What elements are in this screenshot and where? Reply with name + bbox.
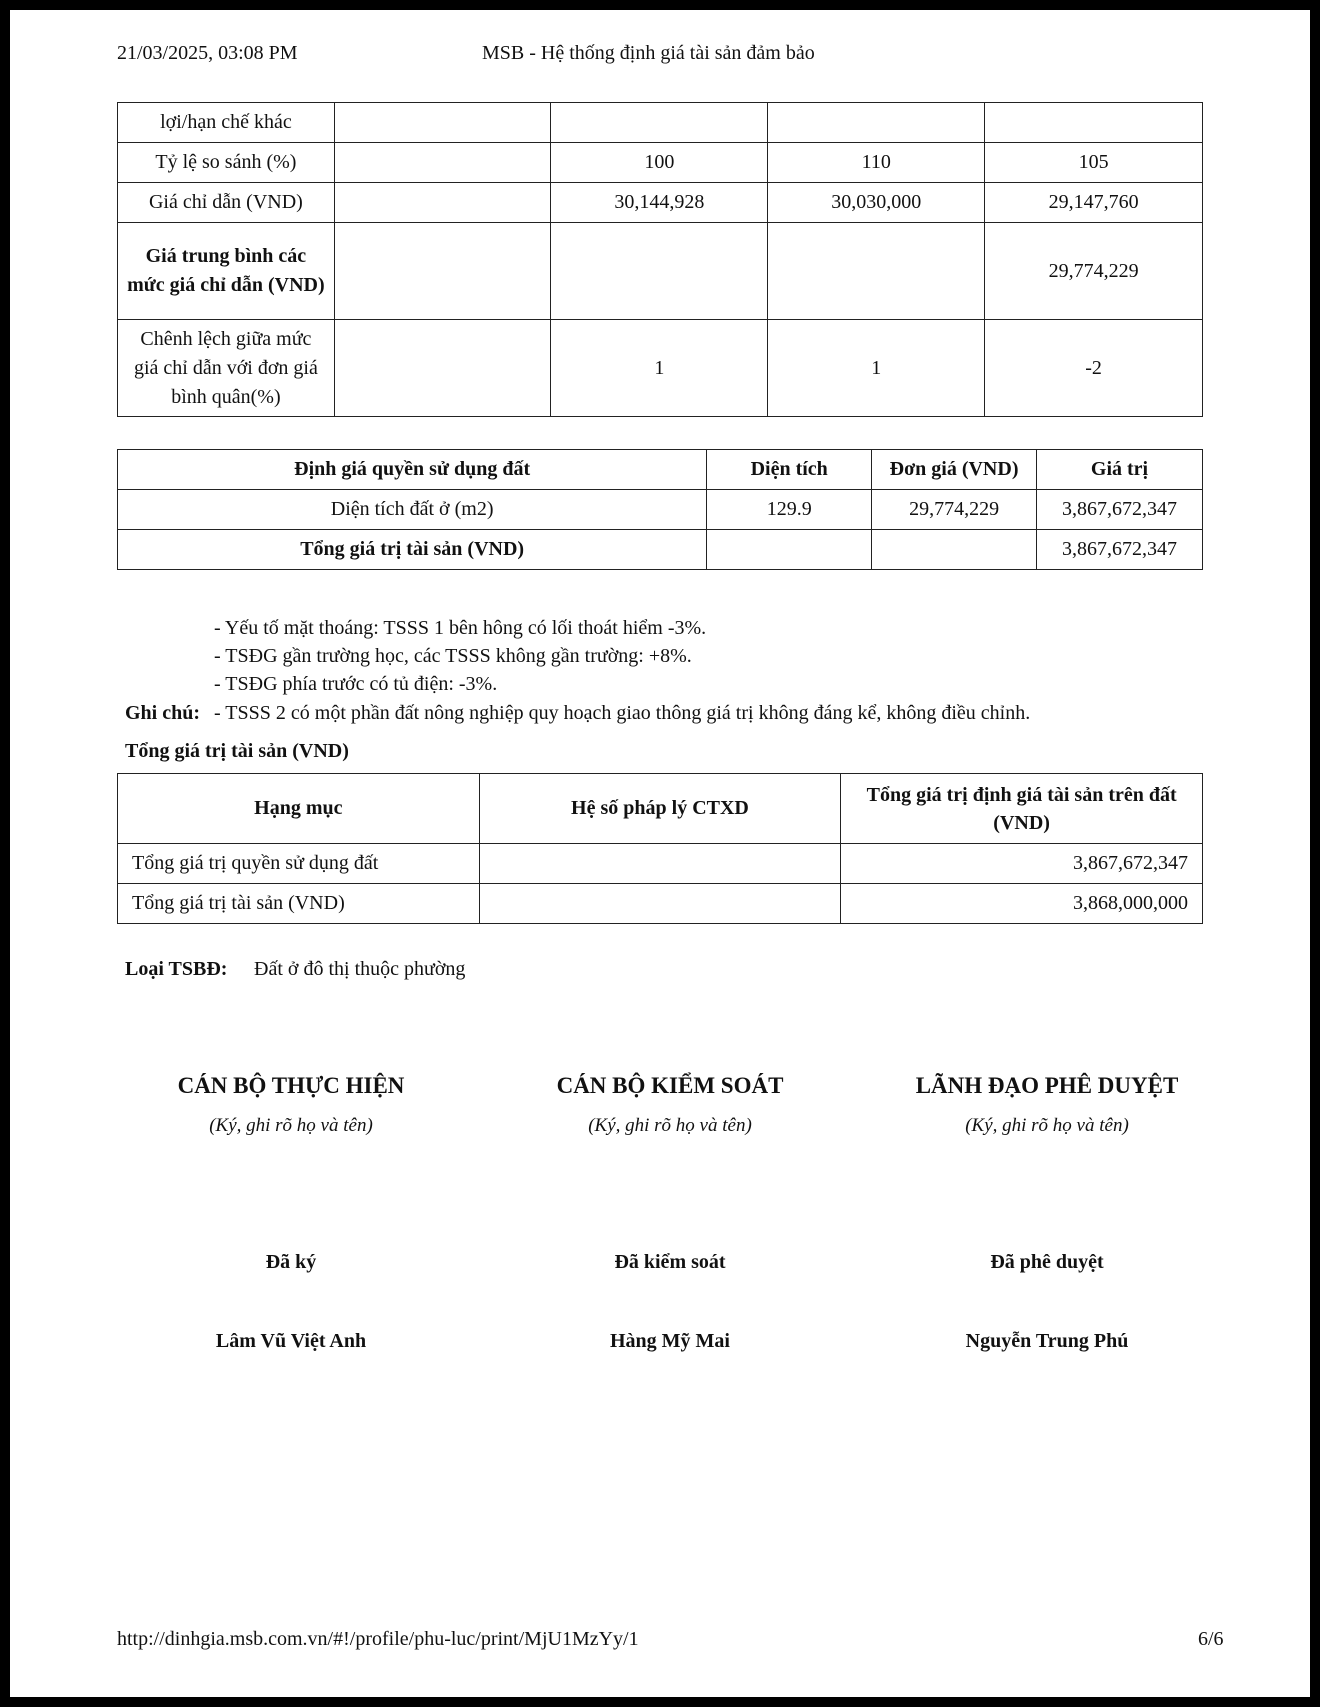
- column-header: Định giá quyền sử dụng đất: [118, 450, 707, 490]
- cell-value: [768, 103, 985, 143]
- row-label: Tổng giá trị quyền sử dụng đất: [118, 844, 480, 884]
- note-line: - TSĐG gần trường học, các TSSS không gần trường: +8%.: [214, 645, 692, 667]
- print-datetime: 21/03/2025, 03:08 PM: [117, 42, 298, 64]
- table-row: [118, 320, 1203, 417]
- summary-table: [117, 773, 1203, 924]
- signature-block: [500, 1073, 840, 1363]
- cell-value: [768, 223, 985, 320]
- total-value: 3,868,000,000: [841, 884, 1203, 924]
- cell-value: 30,030,000: [768, 183, 985, 223]
- signer-name: Hàng Mỹ Mai: [610, 1330, 730, 1352]
- land-valuation-table: [117, 449, 1203, 570]
- table-row: [118, 223, 1203, 320]
- note-label: Ghi chú:: [125, 702, 201, 724]
- total-value: 3,867,672,347: [841, 844, 1203, 884]
- signature-status: Đã phê duyệt: [990, 1251, 1104, 1273]
- coef-value: [479, 884, 841, 924]
- land-value: 3,867,672,347: [1037, 490, 1203, 530]
- table-header-row: [118, 450, 1203, 490]
- cell-value: [334, 223, 551, 320]
- cell-value: [985, 103, 1203, 143]
- cell-value: [551, 223, 768, 320]
- cell-value: 100: [551, 143, 768, 183]
- cell-value: 1: [768, 320, 985, 417]
- table-row: [118, 143, 1203, 183]
- total-value: 3,867,672,347: [1037, 530, 1203, 570]
- signature-title: CÁN BỘ THỰC HIỆN: [177, 1073, 405, 1098]
- row-label: Giá chỉ dẫn (VND): [118, 183, 335, 223]
- table-row: [118, 844, 1203, 884]
- cell-value: 29,147,760: [985, 183, 1203, 223]
- row-label: lợi/hạn chế khác: [118, 103, 335, 143]
- cell-value: 110: [768, 143, 985, 183]
- page-title: MSB - Hệ thống định giá tài sản đảm bảo: [482, 42, 815, 64]
- asset-type-value: Đất ở đô thị thuộc phường: [254, 958, 466, 980]
- total-label: Tổng giá trị tài sản (VND): [118, 530, 707, 570]
- table-header-row: [118, 774, 1203, 844]
- row-label: Tổng giá trị tài sản (VND): [118, 884, 480, 924]
- summary-heading: Tổng giá trị tài sản (VND): [125, 740, 349, 762]
- row-label: Chênh lệch giữa mức giá chỉ dẫn với đơn giá bình quân(%): [118, 320, 335, 417]
- row-label: Giá trung bình các mức giá chỉ dẫn (VND): [118, 223, 335, 320]
- row-label: Diện tích đất ở (m2): [118, 490, 707, 530]
- table-row: [118, 103, 1203, 143]
- table-row: [118, 490, 1203, 530]
- cell-value: 105: [985, 143, 1203, 183]
- cell-value: 1: [551, 320, 768, 417]
- signature-status: Đã kiểm soát: [614, 1251, 726, 1273]
- cell-value: -2: [985, 320, 1203, 417]
- coef-value: [479, 844, 841, 884]
- note-line: - TSĐG phía trước có tủ điện: -3%.: [214, 673, 498, 695]
- signature-block: [877, 1073, 1217, 1363]
- cell-value: [334, 183, 551, 223]
- column-header: Đơn giá (VND): [872, 450, 1037, 490]
- unit-price-value: 29,774,229: [872, 490, 1037, 530]
- page-url[interactable]: http://dinhgia.msb.com.vn/#!/profile/phu-luc/print/MjU1MzYy/1: [117, 1628, 639, 1650]
- signature-title: CÁN BỘ KIỂM SOÁT: [556, 1073, 784, 1098]
- area-value: 129.9: [707, 490, 872, 530]
- cell-value: 30,144,928: [551, 183, 768, 223]
- cell-value: 29,774,229: [985, 223, 1203, 320]
- signer-name: Lâm Vũ Việt Anh: [215, 1330, 367, 1352]
- cell-value: [334, 143, 551, 183]
- column-header: Tổng giá trị định giá tài sản trên đất (VND): [841, 774, 1203, 844]
- cell-value: [334, 103, 551, 143]
- cell-value: [334, 320, 551, 417]
- table-row: [118, 884, 1203, 924]
- cell-value: [551, 103, 768, 143]
- signature-subtitle: (Ký, ghi rõ họ và tên): [209, 1115, 373, 1136]
- signature-subtitle: (Ký, ghi rõ họ và tên): [588, 1115, 752, 1136]
- note-line: - Yếu tố mặt thoáng: TSSS 1 bên hông có lối thoát hiểm -3%.: [214, 617, 707, 639]
- signature-status: Đã ký: [265, 1251, 317, 1273]
- signature-title: LÃNH ĐẠO PHÊ DUYỆT: [915, 1073, 1179, 1098]
- column-header: Diện tích: [707, 450, 872, 490]
- asset-type-label: Loại TSBĐ:: [125, 958, 228, 980]
- empty-cell: [872, 530, 1037, 570]
- table-total-row: [118, 530, 1203, 570]
- table-row: [118, 183, 1203, 223]
- comparison-table: [117, 102, 1203, 417]
- signature-block: [121, 1073, 461, 1363]
- print-page: [10, 10, 1310, 1697]
- page-number: 6/6: [1198, 1628, 1224, 1650]
- empty-cell: [707, 530, 872, 570]
- column-header: Hạng mục: [118, 774, 480, 844]
- note-line: - TSSS 2 có một phần đất nông nghiệp quy hoạch giao thông giá trị không đáng kể, không điều chỉnh.: [214, 702, 1031, 724]
- signer-name: Nguyễn Trung Phú: [965, 1330, 1129, 1352]
- row-label: Tỷ lệ so sánh (%): [118, 143, 335, 183]
- column-header: Hệ số pháp lý CTXD: [479, 774, 841, 844]
- column-header: Giá trị: [1037, 450, 1203, 490]
- signature-subtitle: (Ký, ghi rõ họ và tên): [965, 1115, 1129, 1136]
